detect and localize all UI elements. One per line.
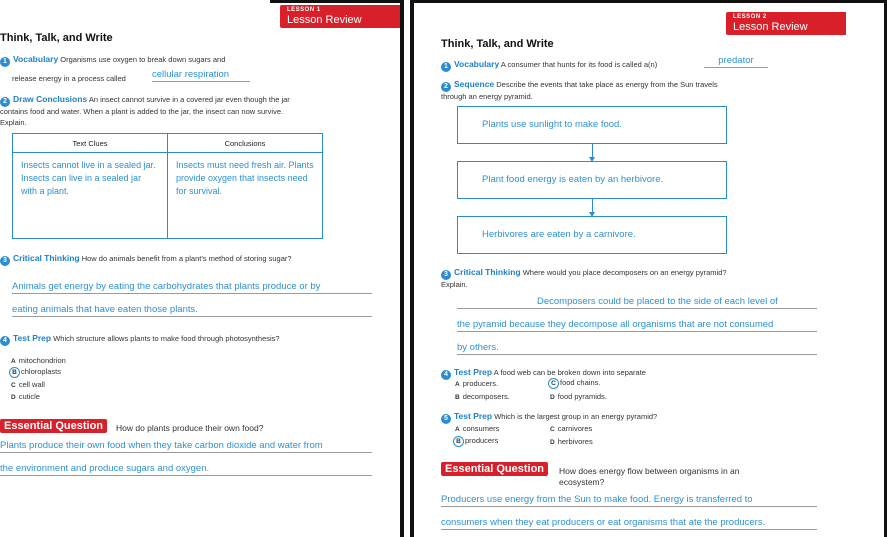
option-text: mitochondrion (18, 356, 66, 365)
answer-line[interactable]: Plants produce their own food when they take carbon dioxide and water from (0, 440, 372, 453)
answer-option[interactable] (11, 380, 45, 391)
answer-option[interactable] (550, 437, 593, 448)
question-test-prep (0, 333, 290, 346)
option-text: food chains. (560, 378, 601, 387)
selected-circle-icon: C (548, 378, 559, 389)
option-text: cell wall (18, 380, 45, 389)
lesson-tab (726, 12, 846, 35)
answer-line[interactable]: Animals get energy by eating the carbohydrates that plants produce or by (12, 281, 372, 294)
question-number: 1 (0, 57, 10, 67)
option-text: cuticle (18, 392, 40, 401)
question-test-prep (441, 411, 741, 424)
top-rule (414, 0, 887, 3)
question-text: A food web can be broken down into separate (493, 368, 646, 377)
answer-option-selected[interactable] (453, 436, 498, 447)
question-number: 3 (0, 256, 10, 266)
answer-line[interactable]: eating animals that have eaten those plants. (12, 304, 372, 317)
option-letter: A (455, 426, 460, 433)
text-clues-table (12, 133, 323, 239)
option-text: producers (465, 436, 499, 445)
question-text: Where would you place decomposers on an energy pyramid? Explain. (441, 268, 727, 289)
sequence-box[interactable]: Plants use sunlight to make food. (457, 106, 727, 144)
essential-question-badge: Essential Question (0, 419, 107, 433)
question-sequence (441, 79, 741, 103)
answer-option[interactable] (11, 392, 40, 403)
lesson-tab (280, 5, 400, 28)
question-number: 2 (441, 82, 451, 92)
option-text: chloroplasts (21, 367, 62, 376)
question-keyword: Test Prep (454, 367, 493, 377)
answer-option-selected[interactable] (548, 378, 600, 389)
lesson-tab-title: Lesson Review (733, 21, 808, 33)
answer-line[interactable]: consumers when they eat producers or eat organisms that ate the producers. (441, 517, 817, 530)
question-text: A consumer that hunts for its food is called a(n) (500, 60, 658, 69)
question-vocabulary (441, 59, 741, 72)
question-keyword: Test Prep (13, 333, 52, 343)
question-keyword: Vocabulary (454, 59, 500, 69)
down-arrow-icon (592, 199, 593, 215)
option-text: producers. (462, 379, 499, 388)
page-divider (400, 0, 404, 537)
text-clue-answer[interactable]: Insects cannot live in a sealed jar. Insects can live in a sealed jar with a plant. (13, 153, 168, 239)
option-letter: A (455, 381, 460, 388)
sequence-box[interactable]: Herbivores are eaten by a carnivore. (457, 216, 727, 254)
question-vocabulary (0, 54, 290, 67)
answer-option[interactable] (455, 379, 498, 390)
answer-option-selected[interactable] (9, 367, 61, 378)
top-rule (270, 0, 400, 3)
conclusion-answer[interactable]: Insects must need fresh air. Plants provide oxygen that insects need for survival. (168, 153, 323, 239)
option-text: food pyramids. (557, 392, 607, 401)
column-header: Conclusions (168, 134, 323, 153)
selected-circle-icon: B (9, 367, 20, 378)
question-keyword: Draw Conclusions (13, 94, 88, 104)
question-text: Which is the largest group in an energy pyramid? (494, 412, 658, 421)
lesson-tab-title: Lesson Review (287, 14, 362, 26)
question-text-cont: release energy in a process called (12, 74, 126, 83)
question-keyword: Test Prep (454, 411, 493, 421)
answer-option[interactable] (550, 424, 592, 435)
answer-option[interactable] (550, 392, 607, 403)
question-keyword: Vocabulary (13, 54, 59, 64)
option-text: consumers (462, 424, 500, 433)
option-text: decomposers. (462, 392, 510, 401)
option-letter: B (455, 394, 460, 401)
option-letter: A (11, 358, 16, 365)
question-text: Describe the events that take place as energy from the Sun travels through an energy pyramid. (441, 80, 718, 101)
essential-question-text: How do plants produce their own food? (116, 423, 264, 433)
answer-field[interactable]: cellular respiration (152, 69, 250, 82)
question-text: Which structure allows plants to make food through photosynthesis? (53, 334, 280, 343)
lesson-number: LESSON 2 (733, 14, 767, 20)
sequence-box[interactable]: Plant food energy is eaten by an herbivore. (457, 161, 727, 199)
option-text: herbivores (557, 437, 593, 446)
question-number: 2 (0, 97, 10, 107)
option-text: carnivores (557, 424, 593, 433)
question-text: An insect cannot survive in a covered jar even though the jar contains food and water. When a plant is added to the jar, the insect can now survive. Explain. (0, 95, 290, 127)
question-keyword: Critical Thinking (13, 253, 80, 263)
section-title: Think, Talk, and Write (0, 32, 113, 44)
selected-circle-icon: B (453, 436, 464, 447)
question-keyword: Critical Thinking (454, 267, 521, 277)
lesson-number: LESSON 1 (287, 7, 321, 13)
left-page (0, 0, 400, 537)
answer-line[interactable]: by others. (457, 342, 817, 355)
question-number: 4 (441, 370, 451, 380)
question-number: 4 (0, 336, 10, 346)
down-arrow-icon (592, 144, 593, 160)
answer-option[interactable] (11, 356, 66, 367)
answer-option[interactable] (455, 392, 510, 403)
answer-option[interactable] (455, 424, 499, 435)
option-letter: C (11, 382, 16, 389)
essential-question-text: How does energy flow between organisms in an ecosystem? (559, 466, 740, 487)
answer-line[interactable]: the environment and produce sugars and oxygen. (0, 463, 372, 476)
section-title: Think, Talk, and Write (441, 38, 554, 50)
option-letter: D (11, 394, 16, 401)
answer-line[interactable]: Producers use energy from the Sun to make food. Energy is transferred to (441, 494, 817, 507)
question-draw-conclusions (0, 94, 300, 128)
option-letter: D (550, 394, 555, 401)
question-keyword: Sequence (454, 79, 495, 89)
question-text: How do animals benefit from a plant's method of storing sugar? (81, 254, 292, 263)
essential-question-badge: Essential Question (441, 462, 548, 476)
option-letter: C (550, 426, 555, 433)
question-number: 1 (441, 62, 451, 72)
column-header: Text Clues (13, 134, 168, 153)
question-critical-thinking (0, 253, 300, 266)
question-number: 3 (441, 270, 451, 280)
answer-line[interactable]: Decomposers could be placed to the side of each level of (457, 296, 817, 309)
right-page (414, 0, 887, 537)
question-number: 5 (441, 414, 451, 424)
answer-line[interactable]: the pyramid because they decompose all organisms that are not consumed (457, 319, 817, 332)
question-critical-thinking (441, 267, 731, 291)
question-text: Organisms use oxygen to break down sugars and (60, 55, 226, 64)
option-letter: D (550, 439, 555, 446)
answer-field[interactable]: predator (704, 55, 768, 68)
